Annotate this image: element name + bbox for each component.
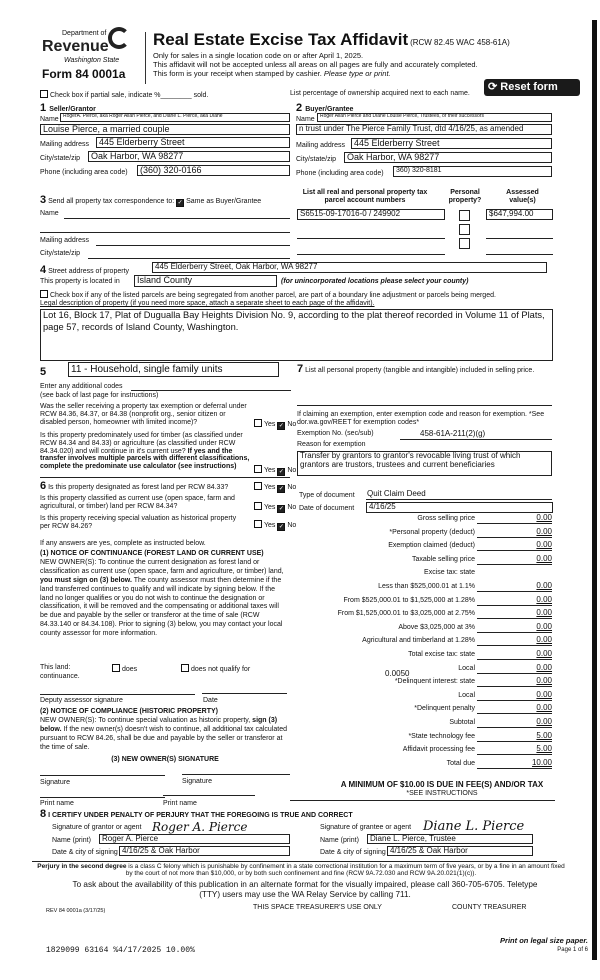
new-owner-signature-title: (3) NEW OWNER(S) SIGNATURE [111,756,219,763]
seller-city-input[interactable]: Oak Harbor, WA 98277 [88,151,290,162]
no-label: No [287,467,297,474]
scan-edge [592,20,597,960]
seller-city-label: City/state/zip [40,155,81,162]
section-number: 8 [40,808,47,820]
owner-signature-line-1[interactable] [40,775,165,776]
personal-property-input[interactable] [297,405,552,406]
rcw-reference: (RCW 82.45 WAC 458-61A) [410,38,510,47]
does-not-option [181,664,250,674]
notice-compliance-title: (2) NOTICE OF COMPLIANCE (HISTORIC PROPERTY) [40,708,218,715]
same-as-buyer-label: Same as Buyer/Grantee [186,198,262,205]
deputy-date-line[interactable] [202,693,287,694]
grantor-date-label: Date & city of signing [52,849,118,856]
owner-print-line-2[interactable] [163,795,255,796]
yes-checkbox[interactable] [254,419,262,427]
tax-row-label: Agricultural and timberland at 1.28% [362,637,475,645]
section-number: 4 [40,264,47,276]
personal-property-checkbox-3[interactable] [459,238,470,249]
deputy-signature-line[interactable] [40,694,195,695]
corr-mail-input[interactable] [96,245,290,246]
yes-checkbox[interactable] [254,520,262,528]
tax-row-label: Total due [446,759,475,767]
section-number: 7 [297,363,304,375]
yes-label: Yes [264,467,276,474]
exemption-no-label: Exemption No. (sec/sub) [297,430,374,437]
grantor-signature[interactable]: Roger A. Pierce [152,820,248,834]
parcel-header-1: List all real and personal property tax [302,189,428,196]
yes-label: Yes [264,484,276,491]
seller-mail-label: Mailing address [40,141,90,148]
cashier-stamp: 1829099 63164 %4/17/2025 10.00% [46,946,195,955]
no-label: No [287,504,297,511]
form-number: Form 84 0001a [42,67,126,81]
grantor-name-label: Name (print) [52,837,91,844]
corr-mail-label: Mailing address [40,237,90,244]
buyer-city-label: City/state/zip [296,156,337,163]
exemption-no-line [400,439,552,440]
notice-text-bold: sign (3) below. [40,717,278,733]
personal-property-text [297,363,552,376]
notice-compliance-text [40,717,290,753]
tax-row-line [477,659,552,660]
street-label [40,264,129,277]
dept-label: Department of [62,30,107,37]
type-note: Please type or print. [323,69,391,78]
reset-form-button[interactable] [484,79,580,96]
q-timber-text [40,432,250,471]
subtitle-3 [153,69,391,78]
grantee-date-input[interactable]: 4/16/25 & Oak Harbor [387,846,533,856]
header-divider [145,32,146,84]
tax-row-line [477,632,552,633]
q-timber-bold: If yes and the transfer involves multiple parcels with different classifications, complete the predominate use calculator (see instructions) [40,447,250,471]
corr-name-input[interactable] [64,218,290,219]
section-number: 6 [40,480,47,492]
ownership-note: List percentage of ownership acquired next to each name. [290,90,470,97]
segregated-label: Check box if any of the listed parcels are being segregated from another parcel, are part of a boundary line adjustment or parcels being merged. [50,292,496,299]
personal-property-checkbox[interactable] [459,210,470,221]
tax-row-label: *Delinquent interest: state [394,678,475,686]
grantee-name-input[interactable]: Diane L. Pierce, Trustee [367,834,533,844]
doc-date-input[interactable]: 4/16/25 [366,502,553,513]
reason-label: Reason for exemption [297,441,366,448]
seller-mail-input[interactable]: 445 Elderberry Street [96,137,290,148]
tax-row-label: From $1,525,000.01 to $3,025,000 at 2.75% [337,610,475,618]
treasurer-use-label: THIS SPACE TREASURER'S USE ONLY [253,904,382,911]
alt-format-1: To ask about the availability of this publication in an alternate format for the visually impaired, please call 360-705-6705. Teletype [72,880,538,889]
tax-row-line [477,727,552,728]
parcel-header [300,189,430,206]
doc-type-label: Type of document [299,492,355,499]
q-exemption-text: Was the seller receiving a property tax exemption or deferral under RCW 84.36, 84.37, or 84.38 (nonprofit org., senior citizen or disabled person, homeowner with limited income)? [40,403,247,427]
grantee-sig-label: Signature of grantee or agent [320,824,412,831]
located-label: This property is located in [40,278,120,285]
buyer-name-label: Name [296,116,315,123]
q-timber-answer [254,465,296,476]
section-divider [32,861,557,862]
doc-date-label: Date of document [299,505,355,512]
buyer-phone-input[interactable]: 360) 320-8181 [393,166,552,177]
tax-row-label: Local [458,691,475,699]
reason-input[interactable]: Transfer by grantors to grantor's revocable living trust of which grantors are trustors, trustees and current beneficiaries [297,451,552,476]
alt-format-2: (TTY) users may use the WA Relay Service by calling 711. [199,890,411,899]
tax-row-line [477,605,552,606]
notice-continuance-title: (1) NOTICE OF CONTINUANCE (FOREST LAND OR CURRENT USE) [40,550,264,557]
personal-property-label: List all personal property (tangible and intangible) included in selling price. [305,367,535,374]
tax-row-label: Exemption claimed (deduct) [388,542,475,550]
buyer-phone-label: Phone (including area code) [296,170,384,177]
seller-phone-label: Phone (including area code) [40,169,128,176]
street-label-text: Street address of property [48,268,130,275]
tax-row-line [477,768,552,769]
minimum-due-note: A MINIMUM OF $10.00 IS DUE IN FEE(S) AND/OR TAX [340,780,544,789]
buyer-name-input[interactable]: Roger Allan Pierce and Diane Louise Pierce, Trustees, or their successors [317,113,552,122]
tax-row-label: From $525,000.01 to $1,525,000 at 1.28% [343,596,475,604]
subtitle-1: Only for sales in a single location code on or after April 1, 2025. [153,51,364,60]
segregated-checkbox[interactable] [40,290,48,298]
no-label: No [287,484,297,491]
page-number: Page 1 of 6 [557,947,588,953]
deputy-date-label: Date [203,697,218,704]
notice-text-a: NEW OWNER(S): To continue special valuation as historic property, [40,717,251,724]
tax-row-value[interactable]: 0.00 [536,649,552,658]
tax-row-value[interactable]: 0.00 [536,526,552,536]
tax-row-value[interactable]: 0.00 [536,703,552,713]
additional-codes-label: Enter any additional codes [40,383,123,390]
section-title: Seller/Grantor [49,106,96,113]
notice-continuance-text [40,559,288,639]
perjury-bold: Perjury in the second degree [37,863,127,870]
tax-row-value[interactable]: 5.00 [536,744,552,754]
tax-row-label: Above $3,025,000 at 3% [398,623,475,631]
assessed-value-input[interactable]: $647,994.00 [486,209,553,220]
reset-icon: ⟳ [488,81,498,93]
page-title: Real Estate Excise Tax Affidavit [153,30,409,49]
partial-sale-checkbox[interactable] [40,90,48,98]
yes-label: Yes [264,421,276,428]
local-rate: 0.0050 [385,669,410,678]
no-checkbox[interactable]: ✓ [278,469,284,475]
does-checkbox[interactable] [112,664,120,672]
county-select[interactable]: Island County [134,275,277,287]
q-forest-answer [254,482,296,493]
doc-type-line [366,499,552,500]
q-historic-answer [254,520,296,531]
corr-name-input-2[interactable] [40,232,290,233]
seller-phone-input[interactable]: (360) 320-0166 [137,165,290,176]
tax-row-line [477,741,552,742]
tax-row-label: Local [458,664,475,672]
tax-row-value[interactable]: 0.00 [536,689,552,699]
tax-row-value[interactable]: 0.00 [536,540,552,550]
tax-row-value[interactable]: 0.00 [536,717,552,726]
section-5-number: 5 [40,366,47,378]
q-historic-text: Is this property receiving special valuation as historical property per RCW 84.26? [40,515,237,531]
corr-city-label: City/state/zip [40,250,81,257]
yes-checkbox[interactable] [254,465,262,473]
tax-row-label: Gross selling price [417,515,475,522]
tax-row-line [477,618,552,619]
does-option [112,664,137,674]
this-land-label: This land: [40,664,71,671]
grantor-sig-label: Signature of grantor or agent [52,824,142,831]
perjury-text: is a class C felony which is punishable by confinement in a state correctional institution for a maximum term of five years, or by a fine in an amount fixed by the court of not more than $10,000, or by both such confinement and fine (RCW 9A.72.030 and RCW 9A.20.021(1)(c)). [125,863,565,878]
tax-row-value[interactable]: 10.00 [531,757,552,767]
personal-property-checkbox-2[interactable] [459,224,470,235]
subtitle-2: This affidavit will not be accepted unless all areas on all pages are fully and accurately completed. [153,60,478,69]
county-treasurer-label: COUNTY TREASURER [452,904,527,911]
notice-text-bold: you must sign on (3) below. [40,576,132,584]
section-divider [290,800,555,801]
yes-checkbox[interactable] [254,502,262,510]
personal-header-1: Personal [450,189,480,196]
yes-label: Yes [264,504,276,511]
q-current-use-text: Is this property classified as current use (open space, farm and agricultural, or timber) land per RCW 84.34? [40,495,235,511]
personal-header-2: property? [448,197,482,205]
seller-name-input[interactable]: RogerA. Pierce, aka Roger Allan Pierce, and Diane L. Pierce, aka Diane [60,113,290,122]
same-as-buyer-checkbox[interactable]: ✓ [177,200,183,206]
owner-signature-line-2[interactable] [182,774,290,775]
sold-label: sold. [193,92,209,99]
buyer-mail-input[interactable]: 445 Elderberry Street [351,138,552,149]
doc-type-input[interactable]: Quit Claim Deed [367,489,426,498]
signature-label-2: Signature [182,778,212,785]
grantee-date-label: Date & city of signing [320,849,386,856]
buyer-name-input-2[interactable]: n trust under The Pierce Family Trust, dtd 4/16/25, as amended [296,124,552,135]
tax-row-label: *Personal property (deduct) [389,528,475,536]
tax-row-label: Total excise tax: state [408,651,475,658]
no-checkbox[interactable]: ✓ [278,506,284,512]
corr-city-input[interactable] [88,258,290,259]
buyer-mail-label: Mailing address [296,142,346,149]
does-not-label: does not qualify for [191,666,251,673]
notice-text-a: NEW OWNER(S): To continue the current designation as forest land or classification as current use (open space, farm and agriculture, or timber) land, [40,559,284,575]
dor-logo-icon [108,27,130,49]
assessed-header-2: value(s) [509,197,536,205]
section-number: 1 [40,102,47,114]
section-number: 2 [296,102,303,114]
partial-sale-row: Check box if partial sale, indicate %________ sold. [40,90,208,100]
no-label: No [287,421,297,428]
grantee-signature[interactable]: Diane L. Pierce [423,819,525,834]
print-name-label-1: Print name [40,800,74,807]
tax-row-line [477,713,552,714]
tax-row-label: Affidavit processing fee [402,746,475,754]
receipt-note: This form is your receipt when stamped by cashier. [153,69,322,78]
certify-label: I CERTIFY UNDER PENALTY OF PERJURY THAT THE FOREGOING IS TRUE AND CORRECT [48,812,353,819]
tax-row-line [477,686,552,687]
parcel-header-2: parcel account numbers [324,197,406,205]
tax-row-label: Less than $525,000.01 at 1.1% [378,583,475,590]
q-current-use-answer [254,502,296,513]
grantee-name-label: Name (print) [320,837,359,844]
assessed-value-input-2[interactable] [486,238,553,239]
grantor-name-input[interactable]: Roger A. Pierce [99,834,290,844]
print-name-label-2: Print name [163,800,197,807]
if-yes-note: If any answers are yes, complete as instructed below. [40,540,206,547]
signature-label-1: Signature [40,779,70,786]
tax-row-value[interactable]: 0.00 [536,621,552,631]
tax-row-line [477,673,552,674]
reset-label: Reset form [500,81,558,93]
owner-print-line-1[interactable] [40,797,165,798]
assessed-header-1: Assessed [506,189,539,196]
tax-row-line [477,591,552,592]
parcel-number-input-3[interactable] [297,254,445,255]
q-forest-label: Is this property designated as forest land per RCW 84.33? [48,484,229,491]
tax-row-label: *Delinquent penalty [414,705,475,713]
assessed-value-input-3[interactable] [486,254,553,255]
exemption-instructions: If claiming an exemption, enter exemption code and reason for exemption. *See dor.wa.gov/REET for exemption codes* [297,411,545,427]
tax-row-line [477,645,552,646]
tax-row-line [477,537,552,538]
tax-row-value[interactable]: 0.00 [536,553,552,563]
tax-row-value[interactable]: 0.00 [536,608,552,618]
tax-row-line [477,754,552,755]
yes-checkbox[interactable] [254,482,262,490]
seller-name-input-2[interactable]: Louise Pierce, a married couple [40,124,290,135]
does-not-checkbox[interactable] [181,664,189,672]
deputy-label: Deputy assessor signature [40,697,123,704]
tax-row-label: Subtotal [449,719,475,726]
correspondence-label: Send all property tax correspondence to: [48,198,175,205]
no-label: No [287,522,297,529]
section-title: Buyer/Grantee [305,106,354,113]
parcel-number-input[interactable]: S6515-09-17016-0 / 249902 [297,209,445,220]
tax-row-line [477,564,552,565]
legal-label: Legal description of property (if you need more space, attach a separate sheet to each page of the affidavit). [40,300,375,307]
parcel-number-input-2[interactable] [297,238,445,239]
revision-label: REV 84 0001a (3/17/25) [46,908,106,914]
street-input[interactable]: 445 Elderberry Street, Oak Harbor, WA 98277 [152,262,547,273]
seller-name-label: Name [40,116,59,123]
tax-row-value[interactable]: 0.00 [536,676,552,686]
tax-row-value[interactable]: 0.00 [536,581,552,590]
buyer-city-input[interactable]: Oak Harbor, WA 98277 [344,152,552,163]
section-divider [40,477,290,478]
q-forest-text [40,480,228,494]
personal-header [445,189,485,206]
legal-description-input[interactable]: Lot 16, Block 17, Plat of Dugualla Bay Heights Division No. 9, according to the plat thereof recorded in Volume 11 of Plats, page 57, records of Island County, Washington. [40,309,553,361]
exemption-no-input[interactable]: 458-61A-211(2)(g) [420,429,486,438]
tax-row-value[interactable]: 0.00 [536,635,552,645]
segregated-row [40,290,496,300]
additional-codes-input[interactable] [131,390,291,391]
land-use-code-select[interactable]: 11 - Household, single family units [68,362,279,377]
assessed-header [495,189,550,206]
tax-row-line [477,550,552,551]
notice-text-b: If the new owner(s) doesn't wish to continue, all additional tax calculated pursuant to RCW 84.26, shall be due and payable by the seller or transferor at the time of sale. [40,725,288,751]
yes-label: Yes [264,522,276,529]
notice-text-b: The county assessor must then determine if the land transferred continues to qualify and will indicate by signing below. If the land no longer qualifies or you do not wish to continue the designation or classification, it will be removed and the compensating or additional taxes will be due and payable by the seller or transferor at the time of sale (RCW 84.33.140 or 84.34.108). Prior to signing (3) below, you may contact your local county assessor for more information. [40,576,283,637]
q-timber-main: Is this property predominately used for timber (as classified under RCW 84.34 and 84.33) or agriculture (as classified under RCW 84.34.020) and will continue in it's current use? [40,432,243,455]
revenue-logo-text: Revenue [42,38,109,55]
continuance-label: continuance. [40,673,80,680]
see-instructions-note: *SEE INSTRUCTIONS [406,790,478,797]
tax-row-value[interactable]: 0.00 [536,662,552,672]
state-label: Washington State [64,57,120,64]
correspondence-row [40,194,261,207]
see-back-note: (see back of last page for instructions) [40,392,159,399]
does-label: does [122,666,138,673]
county-note: (for unincorporated locations please select your county) [281,278,469,285]
tax-row-label: Taxable selling price [411,555,475,563]
section-number: 3 [40,194,47,206]
corr-name-label: Name [40,210,59,217]
tax-row-value[interactable]: 0.00 [536,513,552,522]
tax-row-line [477,700,552,701]
grantor-date-input[interactable]: 4/16/25 & Oak Harbor [119,846,290,856]
tax-row-label: *State technology fee [408,732,475,740]
tax-row-value[interactable]: 5.00 [536,730,552,740]
legal-paper-note: Print on legal size paper. [500,936,588,945]
no-checkbox[interactable]: ✓ [278,486,284,492]
partial-label: Check box if partial sale, indicate % [50,92,161,99]
q-exemption-answer [254,419,296,430]
tax-row-line [477,523,552,524]
tax-row-value[interactable]: 0.00 [536,594,552,604]
no-checkbox[interactable]: ✓ [278,423,284,429]
tax-row-label: Excise tax: state [424,569,475,577]
no-checkbox[interactable]: ✓ [278,524,284,530]
perjury-notice [36,863,566,878]
